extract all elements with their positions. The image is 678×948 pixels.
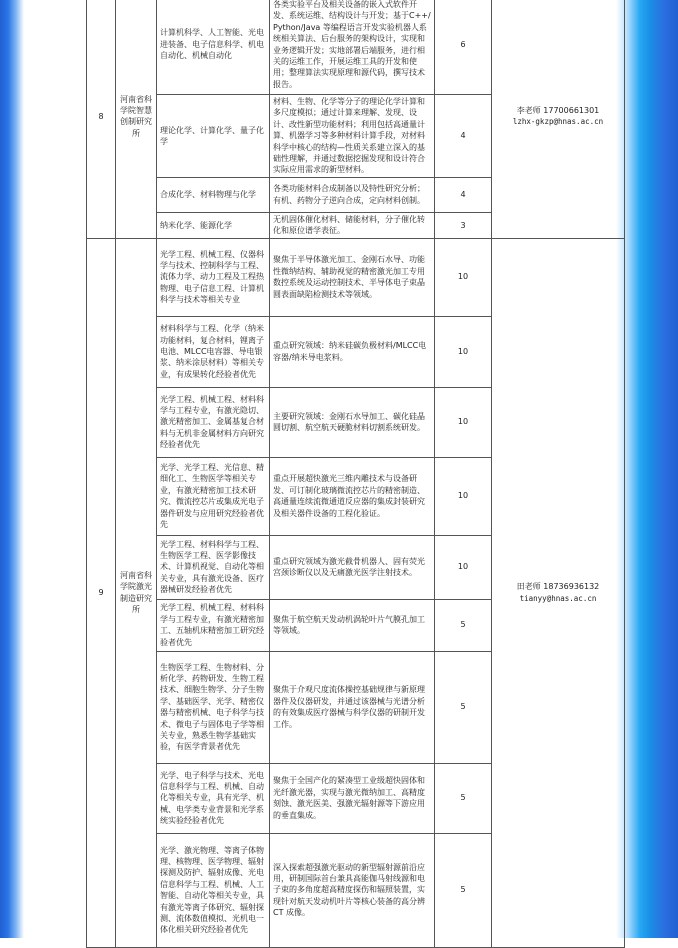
right-blue-border <box>616 0 678 938</box>
hiring-count: 3 <box>435 212 492 238</box>
hiring-count: 5 <box>435 651 492 763</box>
hiring-count: 6 <box>435 0 492 95</box>
research-description: 聚焦于半导体激光加工、金刚石水导、功能性微纳结构、辅助视觉的精密激光加工专用数控系统及运动控制技术、半导体电子束晶圆表面缺陷检测技术等领域。 <box>270 238 435 316</box>
research-direction: 光学工程、机械工程、仪器科学与技术、控制科学与工程、流体力学、动力工程及工程热物理、电子信息工程、计算机科学与技术等相关专业 <box>157 238 270 316</box>
research-direction: 合成化学、材料物理与化学 <box>157 177 270 212</box>
contact-name: 李老师 17700661301 <box>516 105 600 115</box>
row-index: 8 <box>87 0 116 238</box>
hiring-count: 10 <box>435 535 492 599</box>
hiring-count: 5 <box>435 833 492 947</box>
research-description: 聚焦于介观尺度流体操控基础规律与新原理器件及仪器研发，并通过该器械与光谱分析的有效集成医疗器械与科学仪器的研制开发工作。 <box>270 651 435 763</box>
contact-email[interactable]: lzhx-gkzp@hnas.ac.cn <box>512 117 604 127</box>
hiring-count: 5 <box>435 599 492 651</box>
research-direction: 材料科学与工程、化学（纳米功能材料，复合材料，锂离子电池、MLCC电容器、导电银浆、纳米涂层材料）等相关专业，有成果转化经验者优先 <box>157 316 270 387</box>
hiring-count: 5 <box>435 763 492 833</box>
institute-name: 河南省科学院激光制造研究所 <box>116 238 157 947</box>
research-description: 主要研究领域：金刚石水导加工、碳化硅晶圆切割、航空航天硬脆材料切割系统研发。 <box>270 387 435 457</box>
research-description: 材料、生物、化学等分子的理论化学计算和多尺度模拟；通过计算来理解、发现、设计、改性新型功能材料；利用包括高通量计算、机器学习等多种材料计算手段，对材料科学中核心的结构—性质关系建立深入的基础性理解，并通过数据挖掘发现和设计符合实际应用需求的新型材料。 <box>270 95 435 178</box>
research-direction: 光学、电子科学与技术、光电信息科学与工程、机械、自动化等相关专业，具有光学、机械、电学类专业背景和光学系统实验经验者优先 <box>157 763 270 833</box>
recruitment-table <box>86 0 625 948</box>
research-direction: 光学、激光物理、等离子体物理、核物理、医学物理、辐射探测及防护、辐射成像、光电信息科学与工程、机械、人工智能、自动化等相关专业，具有激光等离子体研究、辐射探测、流体数值模拟、光机电一体化相关研究经验者优先 <box>157 833 270 947</box>
row-index: 9 <box>87 238 116 947</box>
research-description: 无机固体催化材料、储能材料，分子催化转化和原位谱学表征。 <box>270 212 435 238</box>
research-direction: 理论化学、计算化学、量子化学 <box>157 95 270 178</box>
hiring-count: 10 <box>435 457 492 535</box>
research-description: 深入探索超强激光驱动的新型辐射源前沿应用，研制国际首台兼具高能伽马射线源和电子束的多角度超高精度探伤和辐照装置，实现针对航天发动机叶片等核心装备的高分辨 CT 成像。 <box>270 833 435 947</box>
research-direction: 计算机科学、人工智能、光电进装备、电子信息科学、机电自动化、机械自动化 <box>157 0 270 95</box>
left-blue-border <box>0 0 24 938</box>
research-description: 重点研究领域：纳米硅碳负极材料/MLCC电容器/纳米导电浆料。 <box>270 316 435 387</box>
contact-info <box>492 238 625 947</box>
table-row <box>87 238 625 316</box>
contact-info <box>492 0 625 238</box>
table-row <box>87 0 625 95</box>
institute-name: 河南省科学院智慧创制研究所 <box>116 0 157 238</box>
research-direction: 光学工程、机械工程、材料科学与工程专业，有激光精密加工、五轴机床精密加工研究经验者优先 <box>157 599 270 651</box>
research-description: 聚焦于全国产化的紧凑型工业级超快固体和光纤激光器，实现与激光微纳加工、高精度刻蚀、激光医美、强激光辐射源等下游应用的垂直集成。 <box>270 763 435 833</box>
hiring-count: 4 <box>435 95 492 178</box>
contact-email[interactable]: tianyy@hnas.ac.cn <box>519 593 597 603</box>
research-description: 聚焦于航空航天发动机涡轮叶片气膜孔加工等领域。 <box>270 599 435 651</box>
research-direction: 光学工程、机械工程、材料科学与工程专业，有激光隐切、激光精密加工、金属基复合材料与无机非金属材料方向研究经验者优先 <box>157 387 270 457</box>
research-direction: 生物医学工程、生物材料、分析化学、药物研发、生物工程技术、细胞生物学、分子生物学、基础医学、光学、精密仪器与精密机械、电子科学与技术、微电子与固体电子学等相关专业，熟悉生物学基础实验，有医学背景者优先 <box>157 651 270 763</box>
research-direction: 纳米化学、能源化学 <box>157 212 270 238</box>
contact-name: 田老师 18736936132 <box>516 582 600 592</box>
research-description: 各类实验平台及相关设备的嵌入式软件开发、系统运维、结构设计与开发；基于C++/Python/Java 等编程语言开发实验机器人系统相关算法、后台服务的架构设计，实现和业务逻辑开发；实地部署后端服务，进行相关的运维工作，开展运维工具的开发和使用；整理算法实现原理和源代码，撰写技术报告。 <box>270 0 435 95</box>
research-description: 各类功能材料合成制备以及特性研究分析；有机、药物分子逆向合成，定向材料创制。 <box>270 177 435 212</box>
research-description: 重点开展超快激光三维内雕技术与设备研发、可订制化玻璃微流控芯片的精密制造、高通量连续流微通道反应器的集成封装研究及相关器件设备的工程化验证。 <box>270 457 435 535</box>
hiring-count: 10 <box>435 387 492 457</box>
research-direction: 光学工程、材料科学与工程、生物医学工程、医学影像技术、计算机视觉、自动化等相关专业，具有激光设备、医疗器械研发经验者优先 <box>157 535 270 599</box>
hiring-count: 10 <box>435 238 492 316</box>
hiring-count: 10 <box>435 316 492 387</box>
hiring-count: 4 <box>435 177 492 212</box>
research-direction: 光学、光学工程、光信息、精细化工、生物医学等相关专业，有激光精密加工技术研究、微流控芯片或集成光电子器件研发与应用研究经验者优先 <box>157 457 270 535</box>
research-description: 重点研究领域为激光截骨机器人、固有荧光宫颈诊断仪以及无痛激光医学注射技术。 <box>270 535 435 599</box>
